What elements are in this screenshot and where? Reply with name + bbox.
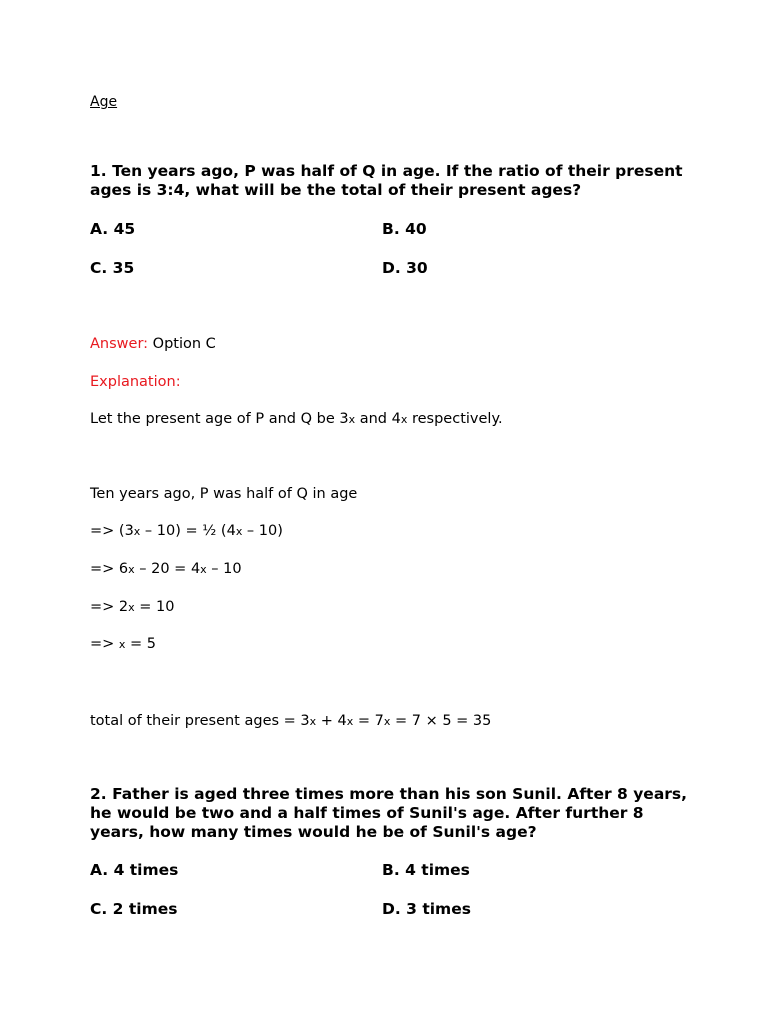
explanation-text: => (3 (90, 523, 134, 539)
explanation-text: => 6 (90, 561, 129, 577)
explanation-text: = 10 (134, 599, 175, 615)
variable-x: x (346, 715, 354, 728)
explanation-line (90, 486, 357, 502)
variable-x: x (309, 715, 317, 728)
explanation-text: + 4 (316, 713, 347, 729)
question-1-option-b: B. 40 (382, 220, 427, 238)
explanation-text: – 10) (242, 523, 283, 539)
explanation-line (90, 636, 156, 652)
explanation-text: Let the present age of P and Q be 3 (90, 411, 349, 427)
explanation-label: Explanation: (90, 374, 181, 390)
question-2-option-c: C. 2 times (90, 900, 178, 918)
explanation-text: respectively. (407, 411, 503, 427)
variable-x: x (383, 715, 391, 728)
variable-x: x (128, 601, 135, 614)
explanation-text: = 7 × 5 = 35 (390, 713, 492, 729)
question-1-option-c: C. 35 (90, 259, 135, 277)
explanation-text: => (90, 636, 119, 652)
question-2-option-a: A. 4 times (90, 861, 179, 879)
answer-value: Option C (152, 336, 216, 352)
variable-x: x (200, 563, 207, 576)
page-heading: Age (90, 94, 118, 110)
answer-line (90, 336, 216, 352)
explanation-text: and 4 (355, 411, 401, 427)
question-1-option-d: D. 30 (382, 259, 428, 277)
explanation-line (90, 599, 174, 615)
explanation-line (90, 523, 283, 539)
variable-x: x (235, 525, 243, 538)
variable-x: x (118, 638, 126, 651)
explanation-text: = 7 (353, 713, 384, 729)
question-2: 2. Father is aged three times more than his son Sunil. After 8 years, he would be two and a half times of Sunil's age. After further 8 years, how many times would he be of Sunil's age? (90, 785, 688, 841)
explanation-text: – 10) = ½ (4 (140, 523, 236, 539)
variable-x: x (348, 413, 356, 426)
explanation-text: – 20 = 4 (134, 561, 201, 577)
question-1: 1. Ten years ago, P was half of Q in age. If the ratio of their present ages is 3:4, what will be the total of their present ages? (90, 162, 683, 199)
explanation-text: total of their present ages = 3 (90, 713, 310, 729)
explanation-line (90, 713, 491, 729)
explanation-text: – 10 (206, 561, 242, 577)
answer-label: Answer: (90, 336, 149, 352)
question-1-option-a: A. 45 (90, 220, 136, 238)
explanation-text: => 2 (90, 599, 129, 615)
explanation-line (90, 561, 242, 577)
variable-x: x (400, 413, 408, 426)
explanation-line (90, 411, 503, 427)
question-2-option-b: B. 4 times (382, 861, 470, 879)
variable-x: x (133, 525, 141, 538)
explanation-text: Ten years ago, P was half of Q in age (90, 486, 358, 502)
variable-x: x (128, 563, 135, 576)
question-2-option-d: D. 3 times (382, 900, 471, 918)
explanation-text: = 5 (125, 636, 157, 652)
